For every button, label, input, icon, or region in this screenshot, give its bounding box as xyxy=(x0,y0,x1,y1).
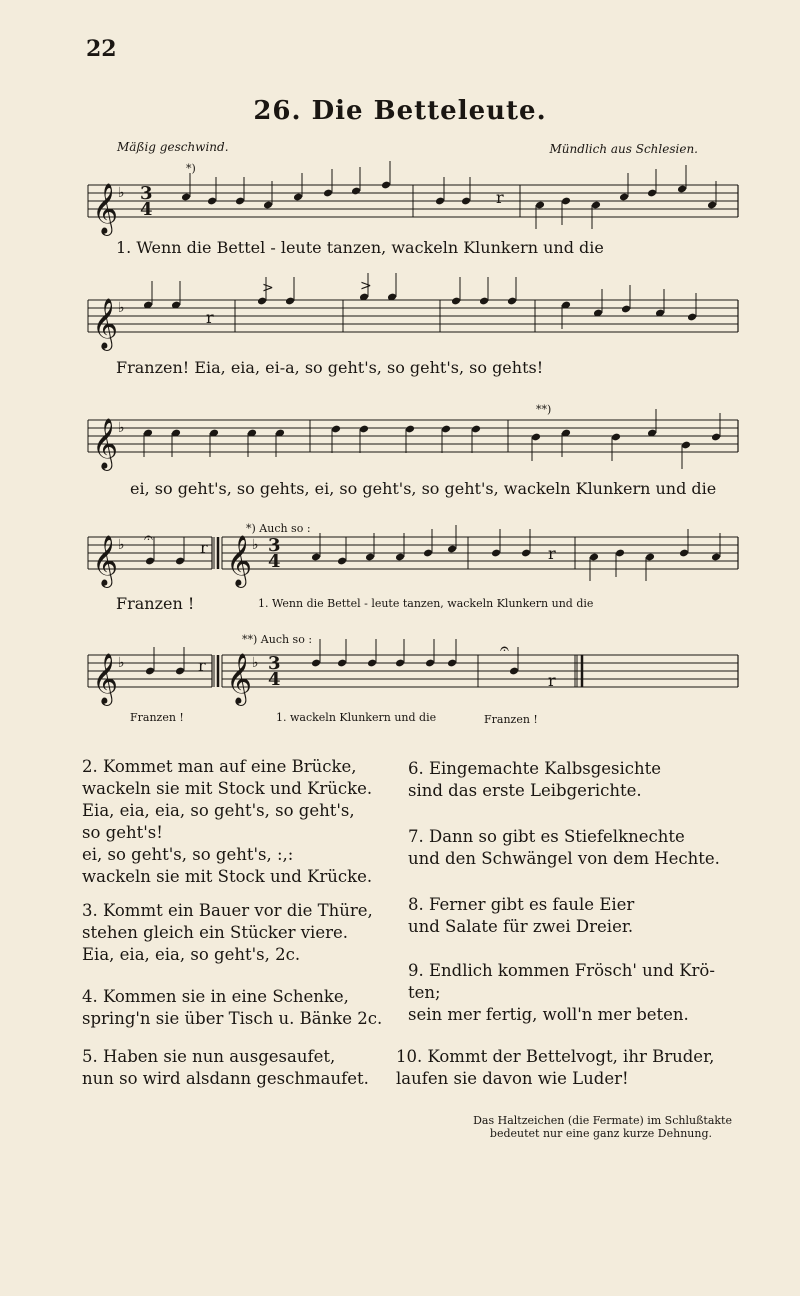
verse-4 xyxy=(82,986,382,1030)
verse-line: und Salate für zwei Dreier. xyxy=(408,917,634,936)
verse-line: 7. Dann so gibt es Stiefelknechte xyxy=(408,827,685,846)
verse-line: 5. Haben sie nun ausgesaufet, xyxy=(82,1047,336,1066)
flat-sign-icon: ♭ xyxy=(118,420,125,436)
verse-6 xyxy=(408,758,661,802)
accent-icon: > xyxy=(360,278,372,294)
system-5-lyrics-mid: 1. wackeln Klunkern und die xyxy=(276,711,437,724)
verse-line: sind das erste Leibgerichte. xyxy=(408,781,642,800)
system-5-lyrics-right: Franzen ! xyxy=(484,713,538,726)
treble-clef-icon: 𝄞 xyxy=(226,653,253,704)
song-number: 26. xyxy=(253,96,302,126)
verse-line: Eia, eia, eia, so geht's, 2c. xyxy=(82,945,301,964)
time-signature: 4 xyxy=(268,551,281,572)
system-2-lyrics: Franzen! Eia, eia, ei-a, so geht's, so geht's, so gehts! xyxy=(116,358,544,377)
verse-line: ten; xyxy=(408,983,441,1002)
verse-2 xyxy=(82,756,372,888)
treble-clef-icon: 𝄞 xyxy=(92,418,119,469)
system-5-lyrics-left: Franzen ! xyxy=(130,711,184,724)
time-signature: 4 xyxy=(140,199,153,220)
footnote-line: Das Haltzeichen (die Fermate) im Schlußtakte xyxy=(473,1114,732,1127)
song-source: Mündlich aus Schlesien. xyxy=(549,142,698,156)
verse-line: spring'n sie über Tisch u. Bänke 2c. xyxy=(82,1009,383,1028)
fermata-footnote xyxy=(473,1114,732,1140)
verse-line: und den Schwängel von dem Hechte. xyxy=(408,849,720,868)
verse-8 xyxy=(408,894,634,938)
verse-line: wackeln sie mit Stock und Krücke. xyxy=(82,867,373,886)
footnote-mark-2: **) xyxy=(536,403,552,416)
system-4-lyrics-left: Franzen ! xyxy=(116,594,195,613)
fermata-icon: 𝄐 xyxy=(500,639,509,658)
treble-clef-icon: 𝄞 xyxy=(92,298,119,349)
variant-note-1: *) Auch so : xyxy=(246,522,311,535)
time-signature: 3 xyxy=(140,183,153,204)
rest-icon: r xyxy=(206,308,214,327)
treble-clef-icon: 𝄞 xyxy=(92,653,119,704)
time-signature: 3 xyxy=(268,535,281,556)
flat-sign-icon: ♭ xyxy=(252,655,259,671)
verse-7 xyxy=(408,826,720,870)
rest-icon: r xyxy=(548,671,556,690)
treble-clef-icon: 𝄞 xyxy=(92,183,119,234)
flat-sign-icon: ♭ xyxy=(252,537,259,553)
flat-sign-icon: ♭ xyxy=(118,655,125,671)
song-name: Die Betteleute. xyxy=(311,96,547,126)
rest-icon: r xyxy=(200,538,208,557)
flat-sign-icon: ♭ xyxy=(118,537,125,553)
footnote-mark-1: *) xyxy=(186,162,196,175)
variant-note-2: **) Auch so : xyxy=(242,633,313,646)
verse-line: 3. Kommt ein Bauer vor die Thüre, xyxy=(82,901,373,920)
rest-icon: r xyxy=(496,188,504,207)
rest-icon: r xyxy=(548,544,556,563)
rest-icon: r xyxy=(198,656,206,675)
verse-line: stehen gleich ein Stücker viere. xyxy=(82,923,348,942)
accent-icon: > xyxy=(262,280,274,296)
system-4-lyrics-right: 1. Wenn die Bettel - leute tanzen, wackeln Klunkern und die xyxy=(258,597,594,610)
treble-clef-icon: 𝄞 xyxy=(92,535,119,586)
verse-line: 8. Ferner gibt es faule Eier xyxy=(408,895,635,914)
tempo-marking: Mäßig geschwind. xyxy=(117,140,229,154)
verse-line: 4. Kommen sie in eine Schenke, xyxy=(82,987,349,1006)
verse-line: wackeln sie mit Stock und Krücke. xyxy=(82,779,373,798)
verse-line: sein mer fertig, woll'n mer beten. xyxy=(408,1005,689,1024)
verse-line: 10. Kommt der Bettelvogt, ihr Bruder, xyxy=(396,1047,715,1066)
verse-line: so geht's! xyxy=(82,823,163,842)
verse-3 xyxy=(82,900,373,966)
system-3-lyrics: ei, so geht's, so gehts, ei, so geht's, so geht's, wackeln Klunkern und die xyxy=(130,479,717,498)
verse-line: 2. Kommet man auf eine Brücke, xyxy=(82,757,357,776)
fermata-icon: 𝄐 xyxy=(144,528,153,547)
verse-line: laufen sie davon wie Luder! xyxy=(396,1069,629,1088)
treble-clef-icon: 𝄞 xyxy=(226,535,253,586)
time-signature: 4 xyxy=(268,669,281,690)
verse-line: ei, so geht's, so geht's, :,: xyxy=(82,845,294,864)
system-1-lyrics: 1. Wenn die Bettel - leute tanzen, wackeln Klunkern und die xyxy=(116,238,604,257)
verse-10 xyxy=(396,1046,714,1090)
page-number: 22 xyxy=(86,36,117,62)
footnote-line: bedeutet nur eine ganz kurze Dehnung. xyxy=(489,1127,712,1140)
flat-sign-icon: ♭ xyxy=(118,185,125,201)
verse-5 xyxy=(82,1046,369,1090)
verse-line: 6. Eingemachte Kalbsgesichte xyxy=(408,759,662,778)
flat-sign-icon: ♭ xyxy=(118,300,125,316)
time-signature: 3 xyxy=(268,653,281,674)
verse-line: 9. Endlich kommen Frösch' und Krö- xyxy=(408,961,715,980)
verse-line: nun so wird alsdann geschmaufet. xyxy=(82,1069,369,1088)
verse-line: Eia, eia, eia, so geht's, so geht's, xyxy=(82,801,355,820)
verse-9 xyxy=(408,960,715,1026)
